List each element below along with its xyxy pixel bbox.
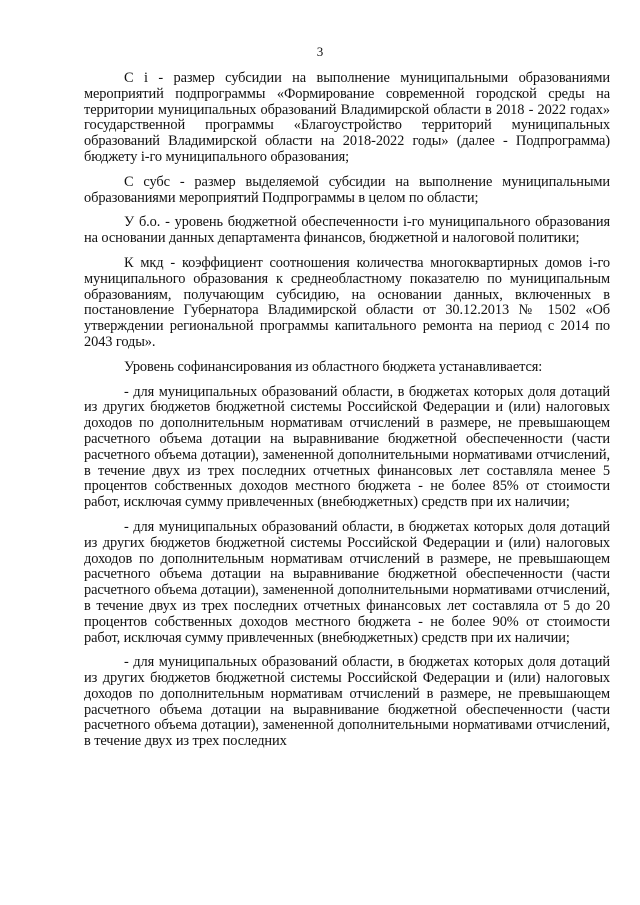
paragraph-budget-sufficiency-definition: У б.о. - уровень бюджетной обеспеченности і-го муниципального образования на основании данных департамента финансов, бюджетной и налоговой политики; [84,214,610,247]
paragraph-cofinancing-intro: Уровень софинансирования из областного бюджета устанавливается: [124,358,543,375]
paragraph-cofinancing-continued: - для муниципальных образований области, в бюджетах которых доля дотаций из других бюджетов бюджетной системы Российской Федерации и (или) налоговых доходов по дополнительным нормативам отчислений в размере, не превышающем расчетного объема дотации на выравнивание бюджетной обеспеченности (части расчетного объема дотации), замененной дополнительными нормативами отчислений, в течение двух из трех последних [84,654,610,750]
page-number: 3 [316,44,324,59]
paragraph-cofinancing-90-percent: - для муниципальных образований области, в бюджетах которых доля дотаций из других бюджетов бюджетной системы Российской Федерации и (или) налоговых доходов по дополнительным нормативам отчислений в размере, не превышающем расчетного объема дотации на выравнивание бюджетной обеспеченности (части расчетного объема дотации), замененной дополнительными нормативами отчислений, в течение двух из трех последних отчетных финансовых лет составляла от 5 до 20 процентов собственных доходов местного бюджета - не более 90% от стоимости работ, исключая сумму привлеченных (внебюджетных) средств при их наличии; [84,518,610,646]
paragraph-total-subsidy-definition: С субс - размер выделяемой субсидии на выполнение муниципальными образованиями мероприятий Подпрограммы в целом по области; [84,173,610,206]
paragraph-apartment-coefficient-definition: К мкд - коэффициент соотношения количества многоквартирных домов і-го муниципального образования к среднеобластному показателю по муниципальным образованиям, получающим субсидию, на основании данных, включенных в постановление Губернатора Владимирской области от 30.12.2013 № 1502 «Об утверждении региональной программы капитального ремонта на период с 2014 по 2043 годы». [84,254,610,350]
paragraph-cofinancing-85-percent: - для муниципальных образований области, в бюджетах которых доля дотаций из других бюджетов бюджетной системы Российской Федерации и (или) налоговых доходов по дополнительным нормативам отчислений в размере, не превышающем расчетного объема дотации на выравнивание бюджетной обеспеченности (части расчетного объема дотации), замененной дополнительными нормативами отчислений, в течение двух из трех последних отчетных финансовых лет составляла менее 5 процентов собственных доходов местного бюджета - не более 85% от стоимости работ, исключая сумму привлеченных (внебюджетных) средств при их наличии; [84,383,610,511]
paragraph-subsidy-size-definition: С і - размер субсидии на выполнение муниципальными образованиями мероприятий подпрограммы «Формирование современной городской среды на территории муниципальных образований Владимирской области в 2018 - 2022 годах» государственной программы «Благоустройство территорий муниципальных образований Владимирской области на 2018-2022 годы» (далее - Подпрограмма) бюджету і-го муниципального образования; [84,70,610,165]
document-body [84,71,610,757]
